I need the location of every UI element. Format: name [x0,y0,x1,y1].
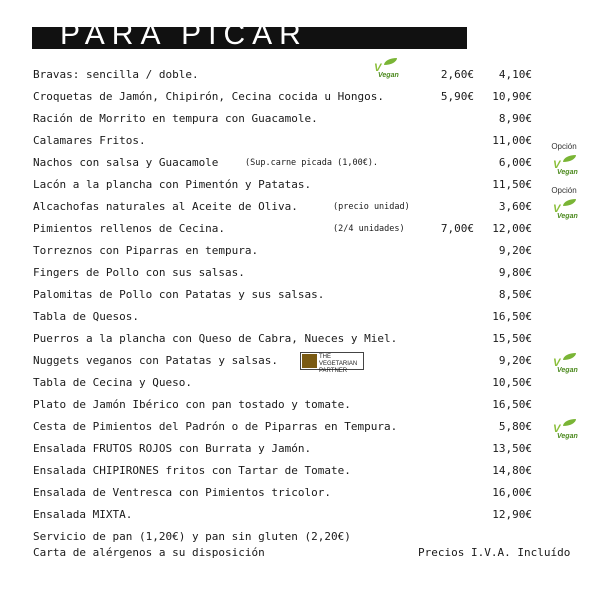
leaf-icon [563,353,576,360]
menu-item-price: 13,50€ [492,442,532,455]
menu-item-name: Palomitas de Pollo con Patatas y sus salsas. [33,288,325,301]
menu-item-price: 5,80€ [498,420,532,433]
menu-item-price-small: 7,00€ [440,222,474,235]
menu-item-row [0,306,600,328]
menu-item-name: Lacón a la plancha con Pimentón y Patatas. [33,178,312,191]
menu-item-price: 11,50€ [492,178,532,191]
menu-item-price: 4,10€ [498,68,532,81]
menu-item-name: Torreznos con Piparras en tempura. [33,244,259,257]
menu-item-price-small: 2,60€ [440,68,474,81]
menu-item-price-small: 5,90€ [440,90,474,103]
menu-item-row [0,142,600,176]
menu-item-row [0,460,600,482]
menu-item-price: 12,90€ [492,508,532,521]
footer-notes [33,529,351,561]
menu-item-name: Croquetas de Jamón, Chipirón, Cecina cocida u Hongos. [33,90,384,103]
vegan-badge-icon [547,186,581,220]
allergens-note: Carta de alérgenos a su disposición [33,546,265,559]
menu-item-price: 8,50€ [498,288,532,301]
menu-item-name: Ensalada CHIPIRONES fritos con Tartar de Tomate. [33,464,351,477]
menu-item-name: Tabla de Quesos. [33,310,139,323]
menu-item-price: 16,00€ [492,486,532,499]
vegan-letter: V [374,62,382,74]
page-title: PARA PICAR [60,18,308,51]
menu-item-name: Cesta de Pimientos del Padrón o de Piparras en Tempura. [33,420,398,433]
menu-item-price: 9,20€ [498,244,532,257]
menu-item-price: 14,80€ [492,464,532,477]
menu-item-price: 6,00€ [498,156,532,169]
menu-item-note: (precio unidad) [333,202,410,212]
menu-item-name: Nachos con salsa y Guacamole [33,156,219,169]
menu-item-row [0,416,600,438]
menu-list [0,64,600,526]
vegan-badge-icon [368,55,402,77]
menu-item-name: Nuggets veganos con Patatas y salsas. [33,354,279,367]
vegan-letter: V [553,159,561,171]
menu-item-name: Fingers de Pollo con sus salsas. [33,266,245,279]
menu-item-row [0,328,600,350]
menu-item-note: (2/4 unidades) [333,224,405,234]
leaf-icon [384,58,397,65]
vegan-badge-icon [547,142,581,176]
vegan-letter: V [553,203,561,215]
menu-item-row [0,482,600,504]
vegan-label: Vegan [557,213,578,220]
menu-item-price: 16,50€ [492,310,532,323]
partner-mark-icon [302,354,317,368]
menu-item-name: Ensalada MIXTA. [33,508,133,521]
vegan-option-caption: Opción [551,186,577,195]
menu-item-row [0,64,600,86]
vegan-letter: V [553,357,561,369]
menu-item-name: Tabla de Cecina y Queso. [33,376,192,389]
menu-item-name: Ración de Morrito en tempura con Guacamole. [33,112,318,125]
menu-item-row [0,174,600,196]
leaf-icon [563,419,576,426]
menu-item-row [0,350,600,372]
menu-item-price: 16,50€ [492,398,532,411]
menu-item-price: 10,90€ [492,90,532,103]
menu-item-row [0,394,600,416]
menu-item-row [0,108,600,130]
menu-item-name: Bravas: sencilla / doble. [33,68,199,81]
leaf-icon [563,199,576,206]
menu-item-price: 15,50€ [492,332,532,345]
vat-note: Precios I.V.A. Incluído [418,546,571,559]
menu-item-row [0,218,600,240]
menu-item-name: Pimientos rellenos de Cecina. [33,222,226,235]
bread-service-note: Servicio de pan (1,20€) y pan sin gluten (2,20€) [33,530,351,543]
partner-logo-text: THE VEGETARIAN PARTNER [319,354,358,374]
menu-item-price: 11,00€ [492,134,532,147]
menu-item-name: Alcachofas naturales al Aceite de Oliva. [33,200,298,213]
vegan-badge-icon [547,350,581,372]
menu-item-name: Puerros a la plancha con Queso de Cabra, Nueces y Miel. [33,332,398,345]
leaf-icon [563,155,576,162]
vegan-label: Vegan [557,169,578,176]
menu-item-row [0,262,600,284]
menu-item-name: Plato de Jamón Ibérico con pan tostado y tomate. [33,398,351,411]
menu-item-name: Ensalada de Ventresca con Pimientos tricolor. [33,486,332,499]
menu-item-price: 9,80€ [498,266,532,279]
menu-item-price: 10,50€ [492,376,532,389]
menu-item-row [0,284,600,306]
menu-item-row [0,504,600,526]
menu-item-row [0,130,600,152]
menu-item-price: 12,00€ [492,222,532,235]
menu-item-name: Calamares Fritos. [33,134,146,147]
vegan-label: Vegan [378,72,399,79]
menu-item-name: Ensalada FRUTOS ROJOS con Burrata y Jamón. [33,442,312,455]
vegan-option-caption: Opción [551,142,577,151]
menu-item-row [0,372,600,394]
vegan-badge-icon [547,416,581,438]
menu-item-price: 9,20€ [498,354,532,367]
menu-item-price: 8,90€ [498,112,532,125]
vegan-letter: V [553,423,561,435]
menu-item-row [0,438,600,460]
menu-item-row [0,240,600,262]
vegetarian-partner-logo [300,352,364,374]
menu-item-row [0,86,600,108]
menu-item-price: 3,60€ [498,200,532,213]
menu-item-row [0,186,600,220]
vegan-label: Vegan [557,433,578,440]
menu-item-note: (Sup.carne picada (1,00€). [245,158,379,168]
vegan-label: Vegan [557,367,578,374]
